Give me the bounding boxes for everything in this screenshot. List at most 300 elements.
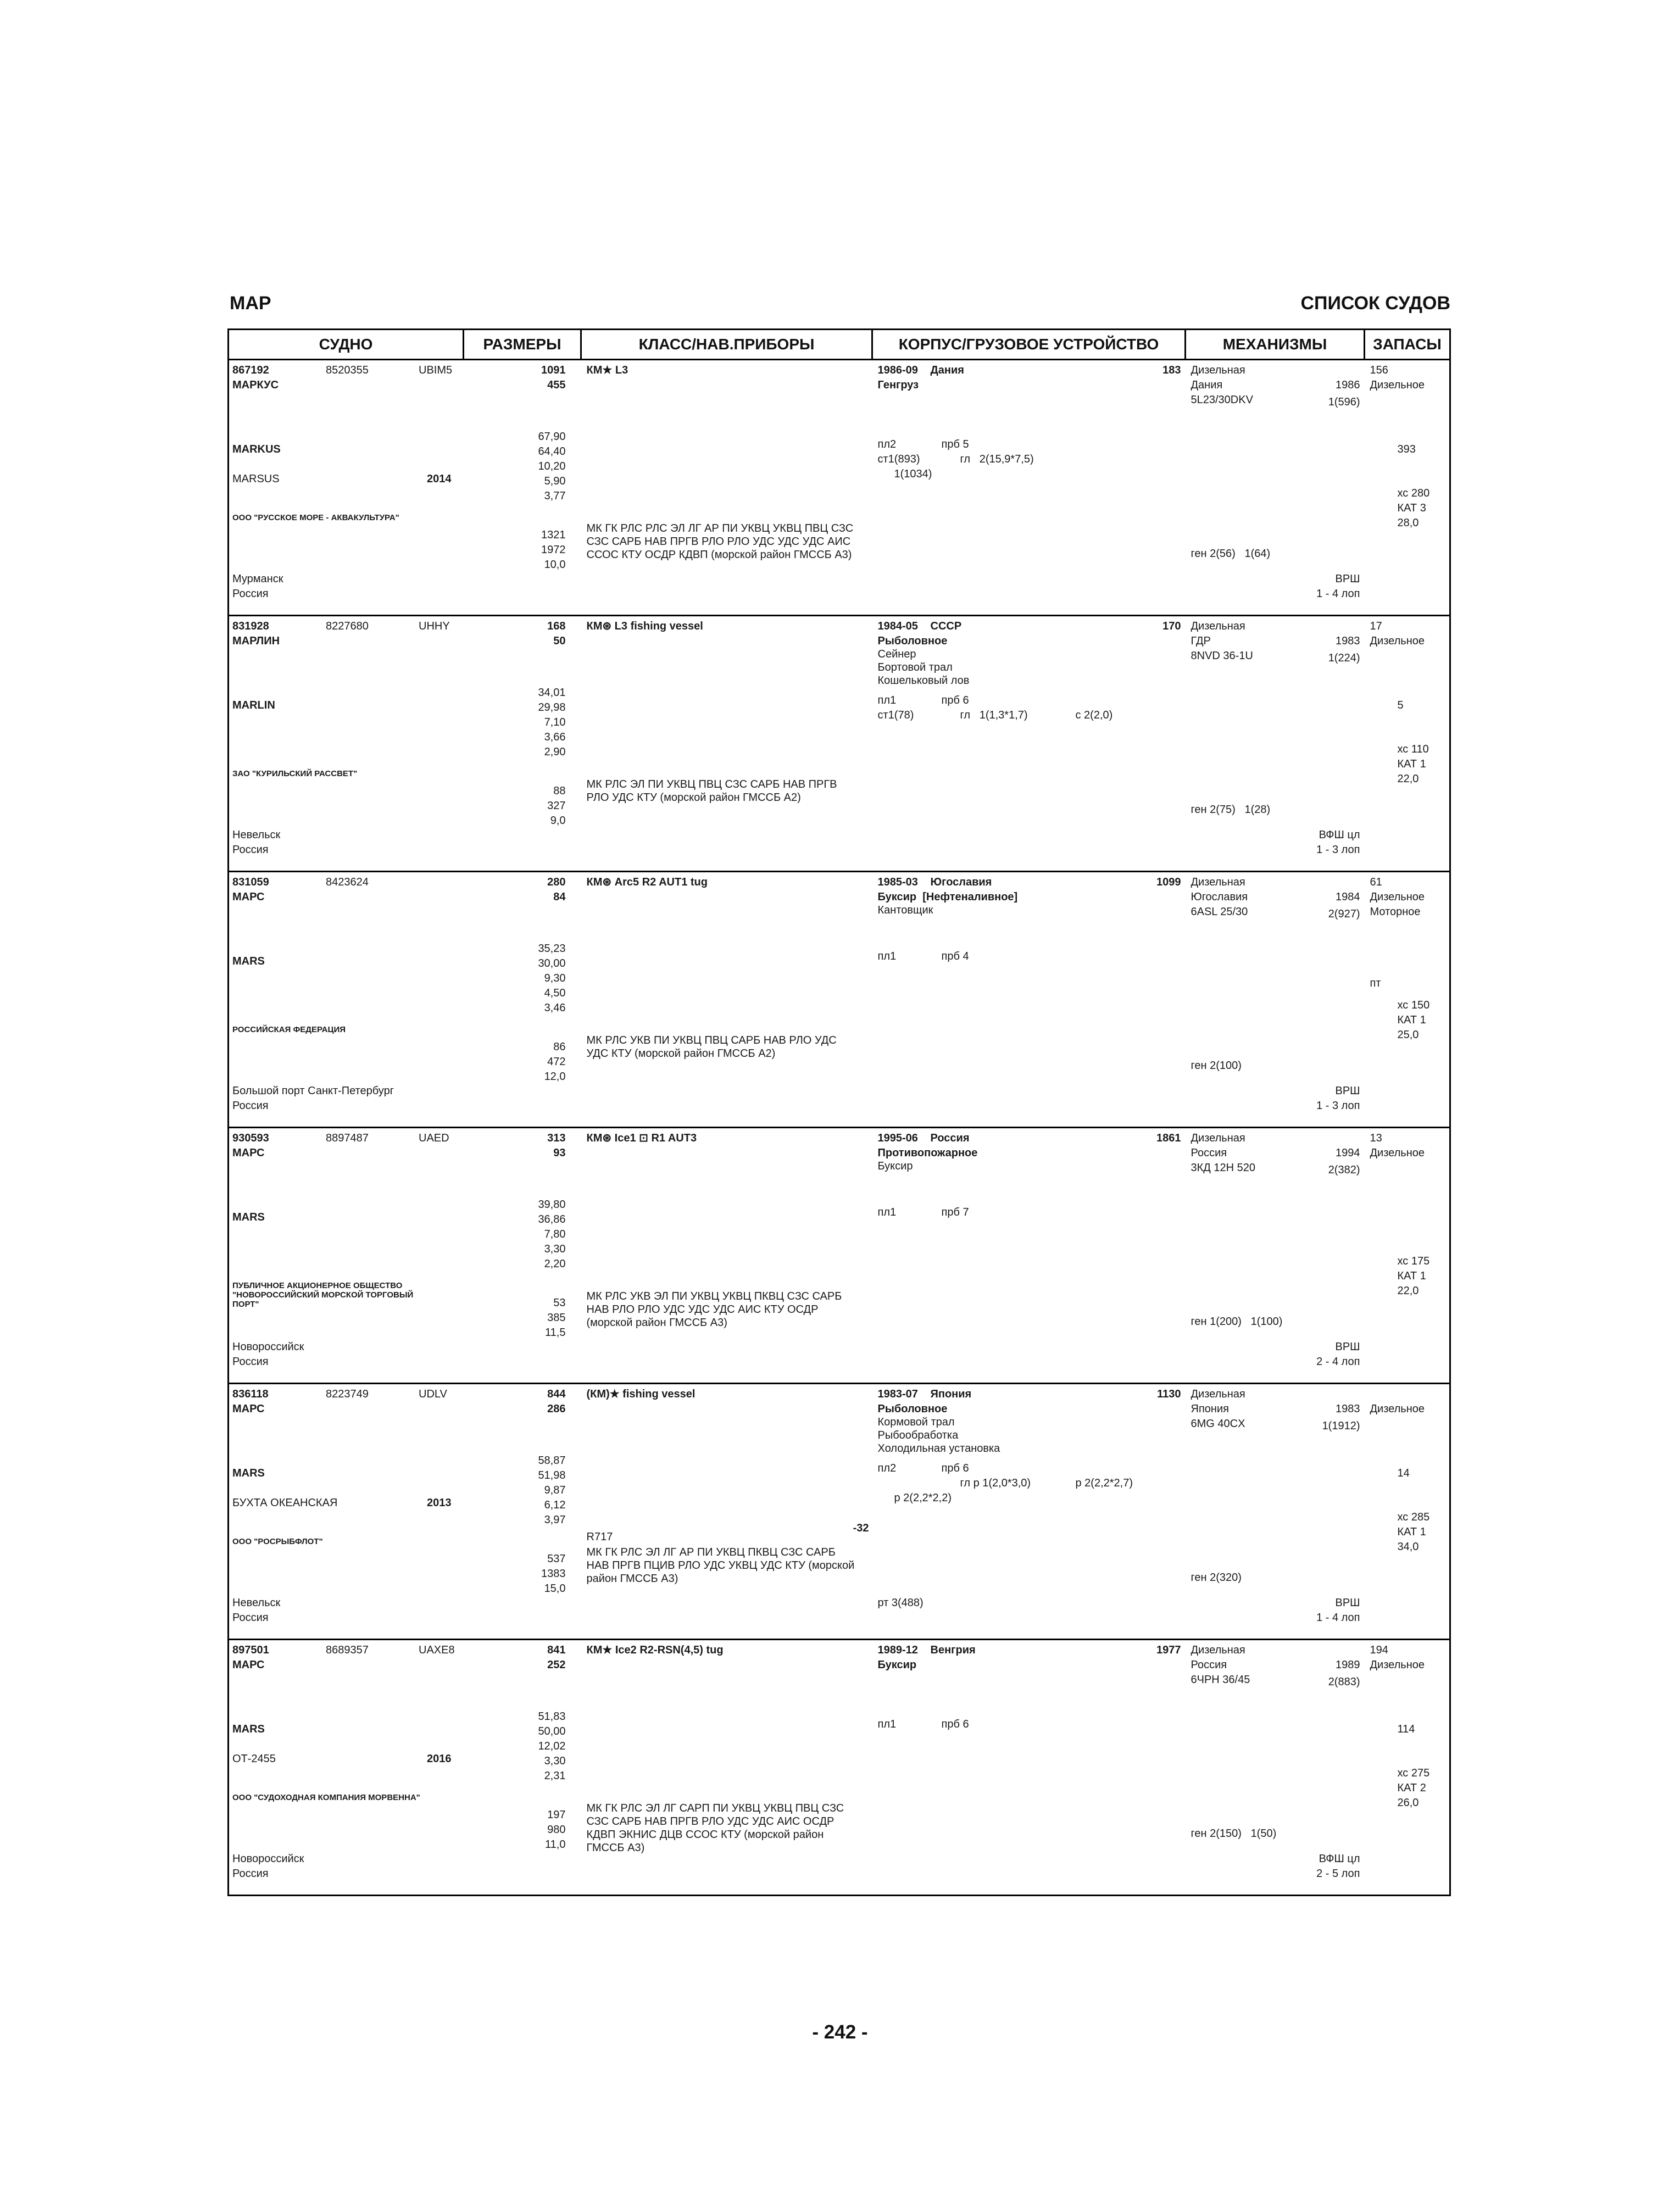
propeller-type: ВРШ <box>1335 1341 1360 1353</box>
home-port: Невельск <box>232 829 281 841</box>
draught: 3,46 <box>544 1002 566 1014</box>
length-overall: 67,90 <box>538 431 566 443</box>
propeller-blades: 1 - 4 лоп <box>1316 588 1360 600</box>
deck-count: пл1 <box>877 1718 897 1730</box>
col-header-dimensions: РАЗМЕРЫ <box>464 330 581 360</box>
gross-tonnage: 313 <box>547 1132 566 1144</box>
displacement: 385 <box>547 1312 566 1324</box>
propeller-type: ВРШ <box>1335 1597 1360 1609</box>
former-name-year: 2013 <box>427 1497 452 1509</box>
bulkheads: прб 7 <box>941 1206 969 1218</box>
ship-type <box>878 890 1018 917</box>
cell-machinery <box>1186 1128 1365 1384</box>
engine-year: 1983 <box>1336 1403 1360 1415</box>
length-overall: 39,80 <box>538 1199 566 1211</box>
class-notation: КМ★ Ice2 R2-RSN(4,5) tug <box>586 1644 724 1656</box>
length-bp: 36,86 <box>538 1213 566 1225</box>
cell-vessel <box>229 360 464 616</box>
deck-count: пл2 <box>877 1462 897 1474</box>
displacement: 1972 <box>541 544 566 556</box>
speed-knots: 11,0 <box>545 1839 566 1851</box>
length-overall: 35,23 <box>538 943 566 955</box>
engine-model: 6ЧРН 36/45 <box>1191 1674 1250 1686</box>
nav-equipment: МК ГК РЛС ЭЛ ЛГ АР ПИ УКВЦ ПКВЦ СЗС САРБ НАВ ПРГВ ПЦИВ РЛО УДС УКВЦ УДС КТУ (морской район ГМССБ А3) <box>586 1546 855 1585</box>
net-tonnage: 50 <box>553 635 566 647</box>
class-notation: КМ⊛ L3 fishing vessel <box>586 620 703 632</box>
displacement: 980 <box>547 1824 566 1836</box>
breadth: 7,10 <box>544 716 566 728</box>
engine-power: 2(883) <box>1328 1676 1360 1688</box>
ship-type-line: Генгруз <box>877 379 919 391</box>
imo-number: 8223749 <box>326 1388 369 1400</box>
depth: 4,50 <box>544 987 566 999</box>
owner: ООО "РУССКОЕ МОРЕ - АКВАКУЛЬТУРА" <box>232 513 399 522</box>
fuel-type: Дизельное <box>1370 891 1425 903</box>
former-name: БУХТА ОКЕАНСКАЯ <box>232 1497 338 1509</box>
generators: ген 2(100) <box>1191 1060 1242 1072</box>
length-bp: 51,98 <box>538 1469 566 1481</box>
owner: ЗАО "КУРИЛЬСКИЙ РАССВЕТ" <box>232 769 358 778</box>
nav-equipment: МК ГК РЛС ЭЛ ЛГ САРП ПИ УКВЦ УКВЦ ПВЦ СЗС СЗС САРБ НАВ ПРГВ РЛО УДС УДС АИС ОСДР КДВП ЭКНИС ДЦВ ССОС КТУ (морской район ГМССБ А3) <box>586 1802 844 1854</box>
hold-capacity: ст1(78) <box>877 709 914 721</box>
reg-number: 897501 <box>232 1644 269 1656</box>
deadweight: 197 <box>547 1809 566 1821</box>
breadth: 7,80 <box>544 1228 566 1240</box>
reg-number: 831928 <box>232 620 269 632</box>
refrigerant-note: R717 <box>586 1531 613 1543</box>
call-sign: UDLV <box>419 1388 447 1400</box>
endurance: 28,0 <box>1397 517 1419 529</box>
category: КАТ 3 <box>1397 502 1426 514</box>
engine-model: 3КД 12Н 520 <box>1191 1162 1255 1174</box>
propeller-blades: 1 - 4 лоп <box>1316 1612 1360 1624</box>
ship-type-line: Противопожарное <box>877 1147 978 1159</box>
imo-number: 8227680 <box>326 620 369 632</box>
displacement: 472 <box>547 1056 566 1068</box>
draught: 3,97 <box>544 1514 566 1526</box>
flag-country: Россия <box>232 588 269 600</box>
cell-stores <box>1365 616 1450 872</box>
former-name-year: 2016 <box>427 1753 452 1765</box>
cell-class <box>581 1640 872 1896</box>
category: КАТ 1 <box>1397 1526 1426 1538</box>
ship-name: МАРС <box>232 1403 265 1415</box>
ship-type-line: Кошельковый лов <box>877 675 970 687</box>
refrigeration: хс 275 <box>1397 1767 1430 1779</box>
gross-tonnage: 280 <box>547 876 566 888</box>
length-overall: 51,83 <box>538 1711 566 1723</box>
cell-vessel <box>229 616 464 872</box>
ship-row <box>229 1384 1450 1640</box>
gross-tonnage: 1091 <box>541 364 566 376</box>
engine-year: 1983 <box>1336 635 1360 647</box>
engine-power: 2(382) <box>1328 1164 1360 1176</box>
draught: 2,90 <box>544 746 566 758</box>
cell-stores <box>1365 872 1450 1128</box>
engine-power: 2(927) <box>1328 908 1360 920</box>
builder-country: Россия <box>930 1132 970 1144</box>
deck-count: пл2 <box>877 438 897 450</box>
ship-type-line: Сейнер <box>877 648 916 660</box>
owner: РОССИЙСКАЯ ФЕДЕРАЦИЯ <box>232 1025 346 1034</box>
fresh-water: 114 <box>1397 1723 1415 1735</box>
engine-country: ГДР <box>1191 635 1211 647</box>
depth: 5,90 <box>544 475 566 487</box>
imo-number: 8689357 <box>326 1644 369 1656</box>
bulkheads: прб 4 <box>941 950 969 962</box>
cell-stores <box>1365 1128 1450 1384</box>
ship-type <box>878 378 919 392</box>
draught: 2,31 <box>544 1770 566 1782</box>
cell-dimensions <box>464 1384 581 1640</box>
propeller-blades: 2 - 4 лоп <box>1316 1356 1360 1368</box>
refrigeration: хс 110 <box>1397 743 1429 755</box>
class-notation: (КМ)★ fishing vessel <box>586 1388 696 1400</box>
category: КАТ 1 <box>1397 1014 1426 1026</box>
displacement: 327 <box>547 800 566 812</box>
generators: ген 2(75) 1(28) <box>1191 804 1271 816</box>
cell-class <box>581 616 872 872</box>
engine-model: 6ASL 25/30 <box>1191 906 1248 918</box>
propeller-type: ВФШ цл <box>1319 829 1360 841</box>
ship-row <box>229 1128 1450 1384</box>
fuel-type: Дизельное <box>1370 379 1425 391</box>
endurance: 22,0 <box>1397 773 1419 785</box>
net-tonnage: 93 <box>553 1147 566 1159</box>
nav-equipment: МК ГК РЛС РЛС ЭЛ ЛГ АР ПИ УКВЦ УКВЦ ПВЦ СЗС СЗС САРБ НАВ ПРГВ РЛО РЛО УДС УДС УДС АИС ССОС КТУ ОСДР КДВП (морской район ГМССБ А3) <box>586 522 854 561</box>
col-header-hull: КОРПУС/ГРУЗОВОЕ УСТРОЙСТВО <box>872 330 1186 360</box>
propeller-type: ВРШ <box>1335 573 1360 585</box>
call-sign: UAXE8 <box>419 1644 455 1656</box>
cell-machinery <box>1186 616 1365 872</box>
hold-extra: 1(1034) <box>894 468 932 480</box>
reg-number: 930593 <box>232 1132 269 1144</box>
build-date: 1983-07 <box>877 1388 918 1400</box>
ship-type <box>878 1402 1000 1455</box>
cell-stores <box>1365 1384 1450 1640</box>
col-header-vessel: СУДНО <box>229 330 464 360</box>
class-notation: КМ⊛ Ice1 ⊡ R1 AUT3 <box>586 1132 697 1144</box>
generators: ген 2(56) 1(64) <box>1191 548 1271 560</box>
breadth: 9,87 <box>544 1484 566 1496</box>
propeller-type: ВРШ <box>1335 1085 1360 1097</box>
fuel-quantity: 61 <box>1370 876 1382 888</box>
ship-name-latin: MARS <box>232 955 265 967</box>
endurance: 34,0 <box>1397 1541 1419 1553</box>
engine-country: Россия <box>1191 1659 1227 1671</box>
breadth: 10,20 <box>538 460 566 472</box>
home-port: Большой порт Санкт-Петербург <box>232 1085 394 1097</box>
ship-register-table <box>227 328 1451 1896</box>
ship-type-line: Буксир <box>877 1160 913 1172</box>
cell-dimensions <box>464 616 581 872</box>
net-tonnage: 84 <box>553 891 566 903</box>
ship-name: МАРС <box>232 1147 265 1159</box>
ship-row <box>229 616 1450 872</box>
cell-dimensions <box>464 872 581 1128</box>
draught: 2,20 <box>544 1258 566 1270</box>
length-overall: 58,87 <box>538 1455 566 1467</box>
engine-model: 8NVD 36-1U <box>1191 650 1253 662</box>
former-name: ОТ-2455 <box>232 1753 276 1765</box>
builder-country: Япония <box>930 1388 972 1400</box>
ship-name-latin: MARKUS <box>232 443 281 455</box>
page-number: - 242 - <box>812 2021 868 2043</box>
ship-type-line: Буксир [Нефтеналивное] <box>877 891 1018 903</box>
ship-type-line: Рыболовное <box>877 1403 948 1415</box>
cell-hull <box>872 1128 1186 1384</box>
engine-country: Дания <box>1191 379 1223 391</box>
propeller-type: ВФШ цл <box>1319 1853 1360 1865</box>
engine-power: 1(224) <box>1328 652 1360 664</box>
ship-name-latin: MARS <box>232 1467 265 1479</box>
engine-power: 1(1912) <box>1322 1420 1360 1432</box>
owner: ООО "РОСРЫБФЛОТ" <box>232 1537 323 1546</box>
ship-name-latin: MARS <box>232 1211 265 1223</box>
class-notation: КМ⊛ Arc5 R2 AUT1 tug <box>586 876 708 888</box>
hull-number: 1861 <box>1156 1132 1181 1144</box>
flag-country: Россия <box>232 1868 269 1880</box>
gross-tonnage: 844 <box>547 1388 566 1400</box>
endurance: 25,0 <box>1397 1029 1419 1041</box>
header-right: СПИСОК СУДОВ <box>1300 293 1450 314</box>
hatch-sizes: гл 2(15,9*7,5) <box>960 453 1034 465</box>
ship-name: МАРС <box>232 891 265 903</box>
category: КАТ 2 <box>1397 1782 1426 1794</box>
net-tonnage: 455 <box>547 379 566 391</box>
cell-hull <box>872 1640 1186 1896</box>
cell-hull <box>872 1384 1186 1640</box>
engine-year: 1989 <box>1336 1659 1360 1671</box>
hull-number: 1099 <box>1156 876 1181 888</box>
engine-year: 1994 <box>1336 1147 1360 1159</box>
length-bp: 64,40 <box>538 445 566 458</box>
cell-machinery <box>1186 1384 1365 1640</box>
table-header-row <box>229 330 1450 360</box>
deadweight: 88 <box>553 785 566 797</box>
deadweight: 1321 <box>541 529 566 541</box>
bulkheads: прб 6 <box>941 694 969 706</box>
ship-type-line: Рыбообработка <box>877 1429 959 1441</box>
home-port: Невельск <box>232 1597 281 1609</box>
fresh-water: 393 <box>1397 443 1416 455</box>
endurance: 26,0 <box>1397 1797 1419 1809</box>
ship-type <box>878 1146 978 1173</box>
speed-knots: 9,0 <box>550 815 566 827</box>
cell-class <box>581 1128 872 1384</box>
builder-country: СССР <box>930 620 962 632</box>
speed-knots: 12,0 <box>544 1071 566 1083</box>
ship-row <box>229 360 1450 616</box>
gross-tonnage: 841 <box>547 1644 566 1656</box>
fresh-water: 5 <box>1397 699 1404 711</box>
col-header-class: КЛАСС/НАВ.ПРИБОРЫ <box>581 330 872 360</box>
hatch-sizes: гл 1(1,3*1,7) <box>960 709 1028 721</box>
breadth: 9,30 <box>544 972 566 984</box>
engine-type: Дизельная <box>1191 364 1245 376</box>
breadth: 12,02 <box>538 1740 566 1752</box>
hold-extra: р 2(2,2*2,2) <box>894 1492 952 1504</box>
engine-year: 1984 <box>1336 891 1360 903</box>
call-sign: UHHY <box>419 620 450 632</box>
displacement: 1383 <box>541 1568 566 1580</box>
engine-type: Дизельная <box>1191 1132 1245 1144</box>
ship-type-line: Буксир <box>877 1659 917 1671</box>
engine-year: 1986 <box>1336 379 1360 391</box>
class-notation: КМ★ L3 <box>586 364 628 376</box>
home-port: Мурманск <box>232 573 283 585</box>
fuel-quantity: 156 <box>1370 364 1388 376</box>
ship-row <box>229 1640 1450 1896</box>
flag-country: Россия <box>232 1100 269 1112</box>
engine-power: 1(596) <box>1328 396 1360 408</box>
cell-stores <box>1365 1640 1450 1896</box>
refrigeration: хс 280 <box>1397 487 1430 499</box>
hull-number: 1130 <box>1157 1388 1181 1400</box>
former-name-year: 2014 <box>427 473 452 485</box>
depth: 3,66 <box>544 731 566 743</box>
hold-capacity: ст1(893) <box>877 453 920 465</box>
deadweight: 537 <box>547 1553 566 1565</box>
ship-type-line: Бортовой трал <box>877 661 953 673</box>
ship-name: МАРЛИН <box>232 635 280 647</box>
ship-type-line: Рыболовное <box>877 635 948 647</box>
cell-vessel <box>229 1128 464 1384</box>
header-left: МАР <box>230 293 271 314</box>
engine-type: Дизельная <box>1191 620 1245 632</box>
fuel-quantity: 13 <box>1370 1132 1382 1144</box>
hull-number: 183 <box>1162 364 1181 376</box>
build-date: 1986-09 <box>877 364 918 376</box>
category: КАТ 1 <box>1397 1270 1426 1282</box>
owner: ООО "СУДОХОДНАЯ КОМПАНИЯ МОРВЕННА" <box>232 1793 420 1802</box>
nav-equipment: МК РЛС УКВ ЭЛ ПИ УКВЦ УКВЦ ПКВЦ СЗС САРБ НАВ РЛО РЛО УДС УДС УДС АИС КТУ ОСДР (морской район ГМССБ А3) <box>586 1290 842 1329</box>
cell-dimensions <box>464 360 581 616</box>
ship-type <box>878 634 970 687</box>
build-date: 1985-03 <box>877 876 918 888</box>
cell-class <box>581 360 872 616</box>
cell-hull <box>872 616 1186 872</box>
refrigeration: хс 175 <box>1397 1255 1430 1267</box>
ship-type-line: Кантовщик <box>877 904 933 916</box>
endurance: 22,0 <box>1397 1285 1419 1297</box>
speed-knots: 11,5 <box>545 1327 566 1339</box>
cell-vessel <box>229 1640 464 1896</box>
call-sign: UAED <box>419 1132 449 1144</box>
speed-knots: 15,0 <box>544 1583 566 1595</box>
engine-country: Югославия <box>1191 891 1248 903</box>
build-date: 1989-12 <box>877 1644 918 1656</box>
build-date: 1984-05 <box>877 620 918 632</box>
ship-row <box>229 872 1450 1128</box>
engine-model: 5L23/30DKV <box>1191 394 1253 406</box>
generators: ген 1(200) 1(100) <box>1191 1316 1283 1328</box>
cell-class <box>581 872 872 1128</box>
length-bp: 30,00 <box>538 957 566 970</box>
draught: 3,77 <box>544 490 566 502</box>
engine-type: Дизельная <box>1191 876 1245 888</box>
deadweight: 86 <box>553 1041 566 1053</box>
length-bp: 29,98 <box>538 701 566 714</box>
propeller-blades: 2 - 5 лоп <box>1316 1868 1360 1880</box>
deck-count: пл1 <box>877 694 897 706</box>
engine-type: Дизельная <box>1191 1644 1245 1656</box>
ship-name: МАРС <box>232 1659 265 1671</box>
hatch-sizes: гл р 1(2,0*3,0) <box>960 1477 1031 1489</box>
former-name: MARSUS <box>232 473 280 485</box>
bulkheads: прб 6 <box>941 1462 969 1474</box>
generators: ген 2(320) <box>1191 1572 1242 1584</box>
nav-equipment: МК РЛС УКВ ПИ УКВЦ ПВЦ САРБ НАВ РЛО УДС УДС КТУ (морской район ГМССБ А2) <box>586 1034 837 1060</box>
bulkheads: прб 6 <box>941 1718 969 1730</box>
ship-name: МАРКУС <box>232 379 279 391</box>
class-extra-note: -32 <box>853 1522 869 1534</box>
hold-extra-right: с 2(2,0) <box>1075 709 1113 721</box>
fuel-type-secondary: Моторное <box>1370 906 1421 918</box>
reg-number: 836118 <box>232 1388 269 1400</box>
deck-count: пл1 <box>877 950 897 962</box>
refrigeration: хс 285 <box>1397 1511 1430 1523</box>
cell-machinery <box>1186 872 1365 1128</box>
col-header-stores: ЗАПАСЫ <box>1365 330 1450 360</box>
fuel-quantity: 17 <box>1370 620 1382 632</box>
category: КАТ 1 <box>1397 758 1426 770</box>
flag-country: Россия <box>232 1612 269 1624</box>
cargo-gear: рт 3(488) <box>877 1597 924 1609</box>
imo-number: 8897487 <box>326 1132 369 1144</box>
fuel-quantity: 194 <box>1370 1644 1388 1656</box>
depth: 6,12 <box>544 1499 566 1511</box>
net-tonnage: 286 <box>547 1403 566 1415</box>
stores-extra: пт <box>1370 977 1381 989</box>
cell-machinery <box>1186 1640 1365 1896</box>
propeller-blades: 1 - 3 лоп <box>1316 844 1360 856</box>
reg-number: 831059 <box>232 876 269 888</box>
cell-vessel <box>229 1384 464 1640</box>
cell-class <box>581 1384 872 1640</box>
deck-count: пл1 <box>877 1206 897 1218</box>
cell-hull <box>872 360 1186 616</box>
length-bp: 50,00 <box>538 1725 566 1737</box>
home-port: Новороссийск <box>232 1341 304 1353</box>
imo-number: 8423624 <box>326 876 369 888</box>
cell-stores <box>1365 360 1450 616</box>
hold-extra-right: р 2(2,2*2,7) <box>1075 1477 1133 1489</box>
ship-name-latin: MARS <box>232 1723 265 1735</box>
col-header-machinery: МЕХАНИЗМЫ <box>1186 330 1365 360</box>
flag-country: Россия <box>232 1356 269 1368</box>
deadweight: 53 <box>553 1297 566 1309</box>
cell-hull <box>872 872 1186 1128</box>
ship-type <box>878 1658 917 1672</box>
fuel-type: Дизельное <box>1370 1147 1425 1159</box>
bulkheads: прб 5 <box>941 438 969 450</box>
hull-number: 170 <box>1162 620 1181 632</box>
speed-knots: 10,0 <box>544 559 566 571</box>
depth: 3,30 <box>544 1243 566 1255</box>
fuel-type: Дизельное <box>1370 1403 1425 1415</box>
call-sign: UBIM5 <box>419 364 453 376</box>
refrigeration: хс 150 <box>1397 999 1430 1011</box>
fresh-water: 14 <box>1397 1467 1410 1479</box>
builder-country: Венгрия <box>930 1644 976 1656</box>
flag-country: Россия <box>232 844 269 856</box>
fuel-type: Дизельное <box>1370 1659 1425 1671</box>
owner: ПУБЛИЧНОЕ АКЦИОНЕРНОЕ ОБЩЕСТВО "НОВОРОССИЙСКИЙ МОРСКОЙ ТОРГОВЫЙ ПОРТ" <box>232 1281 414 1309</box>
ship-type-line: Кормовой трал <box>877 1416 955 1428</box>
fuel-type: Дизельное <box>1370 635 1425 647</box>
depth: 3,30 <box>544 1755 566 1767</box>
